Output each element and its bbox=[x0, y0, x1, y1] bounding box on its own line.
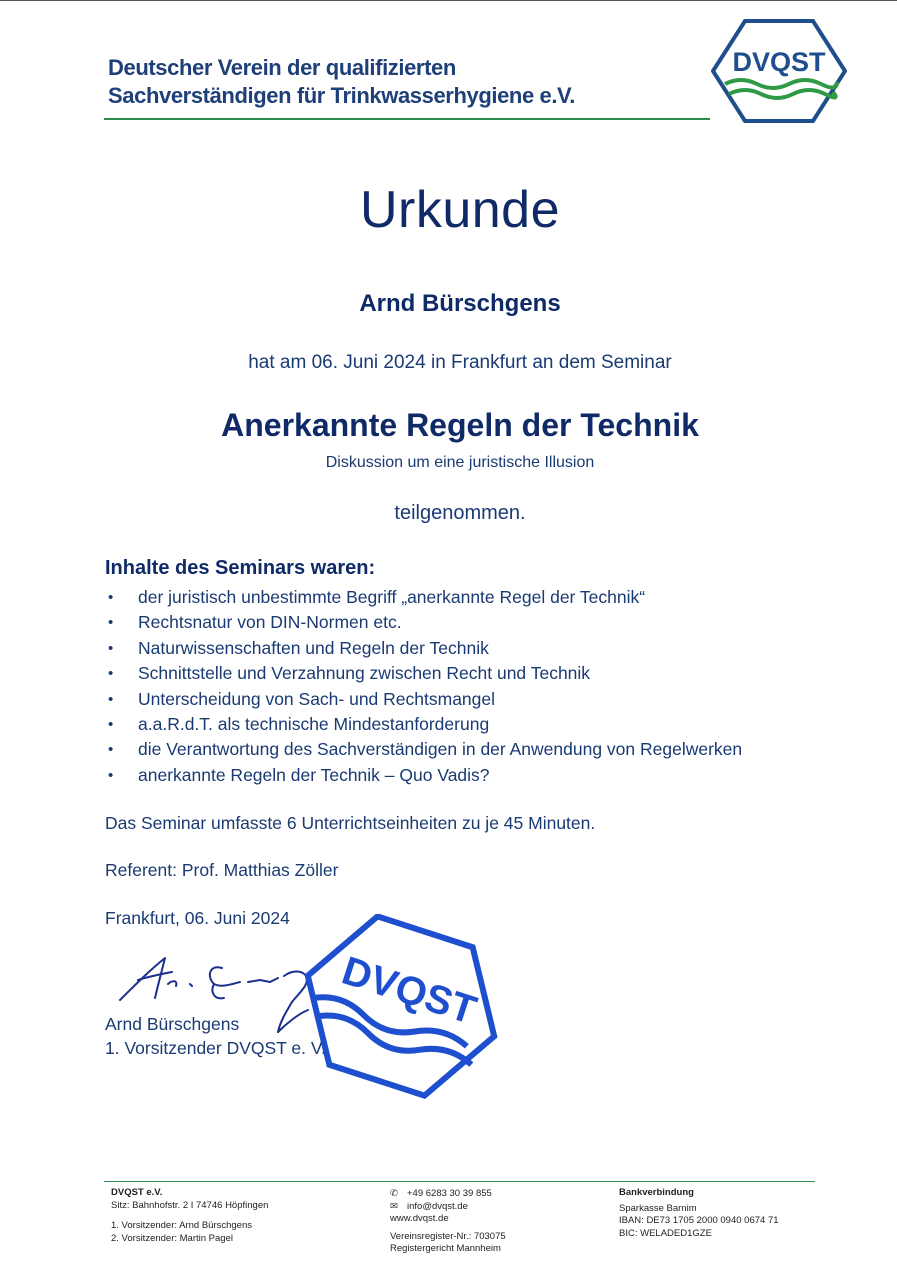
footer-chair-1: 1. Vorsitzender: Arnd Bürschgens bbox=[111, 1220, 252, 1231]
header-divider bbox=[104, 118, 710, 120]
bullet-icon: • bbox=[108, 741, 114, 759]
bullet-icon: • bbox=[108, 766, 114, 784]
list-item bbox=[105, 737, 742, 762]
topic-text: Rechtsnatur von DIN-Normen etc. bbox=[138, 612, 402, 633]
signer-role: 1. Vorsitzender DVQST e. V. bbox=[105, 1038, 326, 1058]
organization-name bbox=[108, 54, 708, 110]
footer-bic: BIC: WELADED1GZE bbox=[619, 1227, 712, 1239]
organization-name-line-1: Deutscher Verein der qualifizierten bbox=[108, 55, 456, 80]
list-item bbox=[105, 661, 742, 686]
footer-org-name: DVQST e.V. bbox=[111, 1187, 163, 1198]
topic-text: der juristisch unbestimmte Begriff „anerkannte Regel der Technik“ bbox=[138, 587, 646, 607]
seminar-summary: Das Seminar umfasste 6 Unterrichtseinheiten zu je 45 Minuten. bbox=[105, 813, 596, 833]
list-item bbox=[105, 687, 742, 712]
topic-text: Schnittstelle und Verzahnung zwischen Recht und Technik bbox=[138, 663, 591, 684]
footer-chair-2: 2. Vorsitzender: Martin Pagel bbox=[111, 1232, 233, 1244]
list-item bbox=[105, 636, 742, 661]
footer-divider bbox=[104, 1181, 815, 1182]
certificate-title: Urkunde bbox=[359, 181, 561, 239]
topic-text: Unterscheidung von Sach- und Rechtsmangel bbox=[138, 688, 496, 709]
footer-contact bbox=[390, 1188, 506, 1256]
footer-bank bbox=[619, 1187, 779, 1240]
speaker: Referent: Prof. Matthias Zöller bbox=[105, 860, 339, 880]
list-item bbox=[105, 610, 742, 635]
list-item bbox=[105, 763, 742, 788]
footer-address bbox=[111, 1187, 268, 1245]
seminar-subtitle: Diskussion um eine juristische Illusion bbox=[325, 454, 595, 471]
bullet-icon: • bbox=[108, 639, 114, 657]
association-stamp bbox=[296, 914, 506, 1099]
stamp-text: DVQST bbox=[336, 948, 482, 1033]
topic-text: Naturwissenschaften und Regeln der Technik bbox=[138, 637, 489, 658]
footer-seat: Sitz: Bahnhofstr. 2 I 74746 Höpfingen bbox=[111, 1199, 269, 1211]
bullet-icon: • bbox=[108, 589, 114, 606]
intro-text: hat am 06. Juni 2024 in Frankfurt an dem Seminar bbox=[248, 352, 672, 373]
page-top-border bbox=[0, 0, 897, 1]
footer-court: Registergericht Mannheim bbox=[390, 1243, 501, 1254]
footer-register: Vereinsregister-Nr.: 703075 bbox=[390, 1230, 506, 1242]
footer-bank-name: Sparkasse Barnim bbox=[619, 1202, 697, 1214]
participated-text: teilgenommen. bbox=[394, 502, 526, 524]
footer-email[interactable]: info@dvqst.de bbox=[407, 1200, 468, 1212]
list-item bbox=[105, 585, 742, 610]
footer-iban: IBAN: DE73 1705 2000 0940 0674 71 bbox=[619, 1215, 779, 1226]
contents-heading: Inhalte des Seminars waren: bbox=[105, 557, 376, 579]
footer-phone[interactable]: +49 6283 30 39 855 bbox=[407, 1188, 492, 1199]
recipient-name: Arnd Bürschgens bbox=[359, 290, 561, 317]
topic-list bbox=[105, 585, 742, 788]
mail-icon: ✉ bbox=[390, 1200, 398, 1212]
bullet-icon: • bbox=[108, 690, 114, 708]
place-and-date: Frankfurt, 06. Juni 2024 bbox=[105, 908, 290, 928]
signer-name: Arnd Bürschgens bbox=[105, 1014, 240, 1034]
bullet-icon: • bbox=[108, 614, 114, 632]
dvqst-logo bbox=[711, 18, 847, 124]
footer-bank-heading: Bankverbindung bbox=[619, 1187, 694, 1198]
bullet-icon: • bbox=[108, 715, 114, 733]
organization-name-line-2: Sachverständigen für Trinkwasserhygiene e.V. bbox=[108, 83, 576, 108]
topic-text: die Verantwortung des Sachverständigen in der Anwendung von Regelwerken bbox=[138, 739, 743, 760]
seminar-title: Anerkannte Regeln der Technik bbox=[221, 407, 699, 443]
list-item bbox=[105, 712, 742, 737]
footer-website[interactable]: www.dvqst.de bbox=[390, 1213, 449, 1224]
phone-icon: ✆ bbox=[390, 1188, 398, 1199]
topic-text: anerkannte Regeln der Technik – Quo Vadis? bbox=[138, 764, 490, 785]
logo-text: DVQST bbox=[732, 47, 826, 77]
bullet-icon: • bbox=[108, 665, 114, 683]
topic-text: a.a.R.d.T. als technische Mindestanforderung bbox=[138, 713, 490, 734]
